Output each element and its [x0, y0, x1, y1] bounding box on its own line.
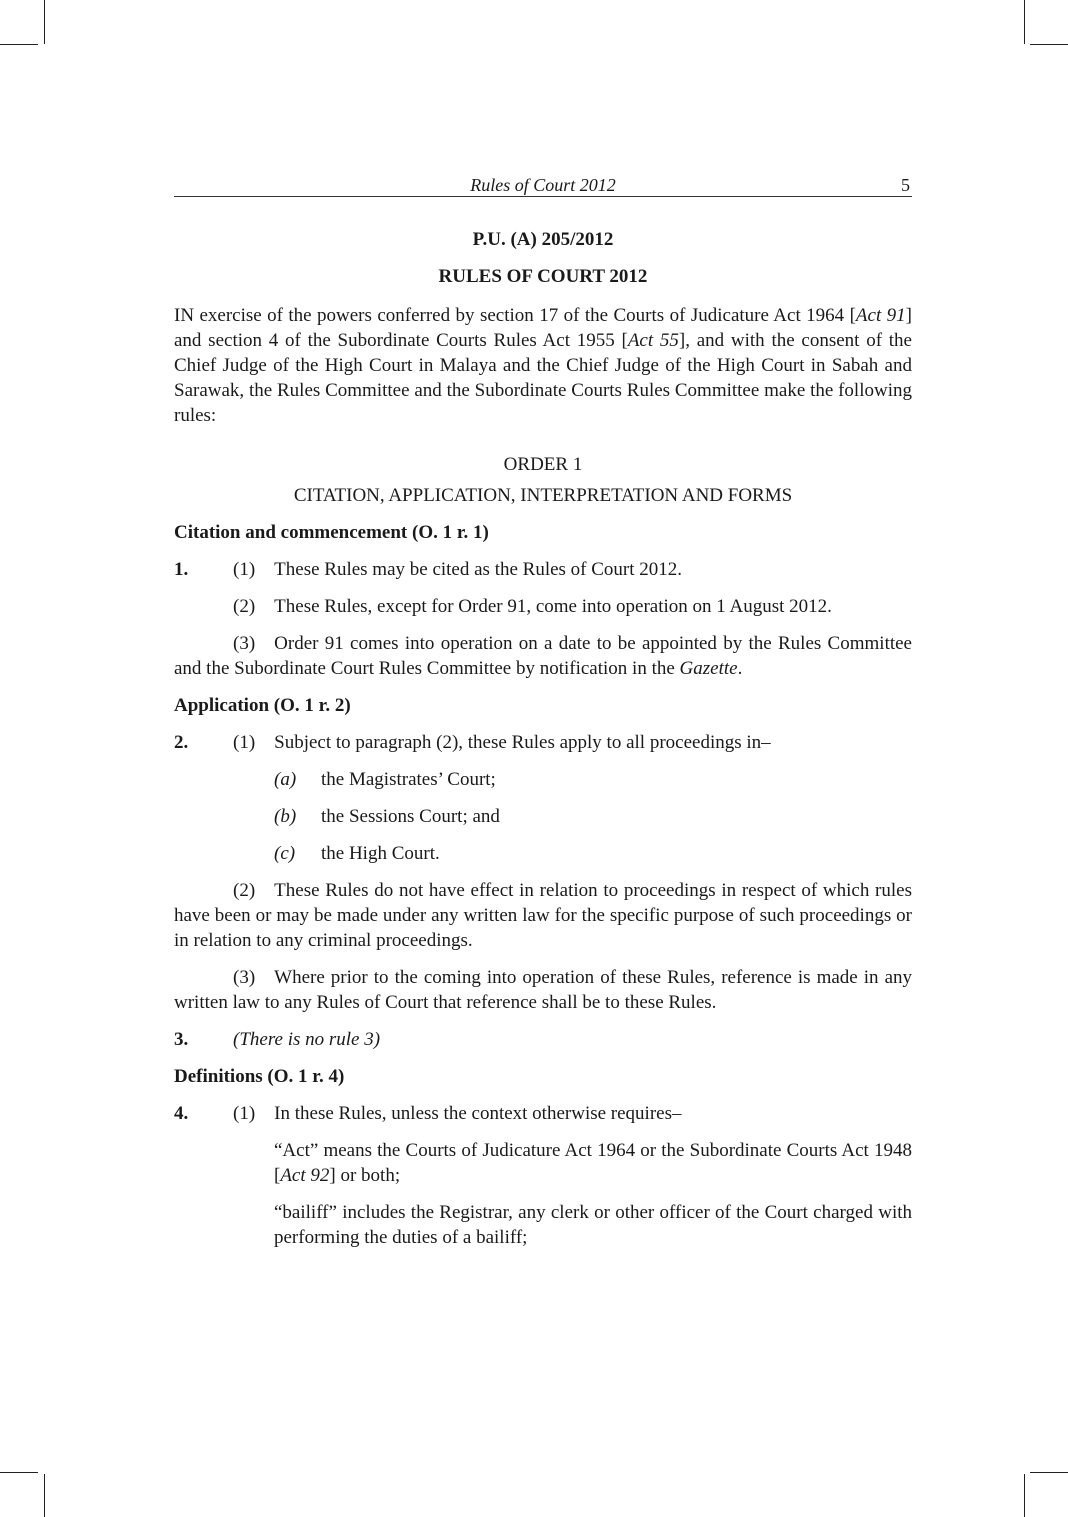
list-item [274, 841, 912, 866]
rule-3-text: (There is no rule 3) [233, 1029, 381, 1050]
page-number: 5 [901, 175, 910, 195]
rule-4-heading: Definitions (O. 1 r. 4) [174, 1066, 345, 1087]
running-head [174, 168, 912, 197]
rule-1-para-3-text: (3) Order 91 comes into operation on a date to be appointed by the Rules Committee and the Subordinate Court Rules Committee by notification in the [174, 633, 912, 679]
crop-mark [1024, 0, 1025, 44]
rule-2-para-1-text: (1) Subject to paragraph (2), these Rules apply to all proceedings in– [233, 732, 771, 753]
rule-1-heading: Citation and commencement (O. 1 r. 1) [174, 522, 489, 543]
running-head-title: Rules of Court 2012 [470, 175, 616, 195]
definition-act [274, 1138, 912, 1188]
definition-act-text-2: ] or both; [329, 1165, 401, 1186]
rule-2-para-2: (2) These Rules do not have effect in relation to proceedings in respect of which rules have been or may be made under any written law for the specific purpose of such proceedings or in relation to any criminal proceedings. [174, 880, 912, 951]
rule-1-para-2 [174, 594, 912, 619]
pu-number: P.U. (A) 205/2012 [472, 229, 614, 250]
preamble-text-1: IN exercise of the powers conferred by section 17 of the Courts of Judicature Act 1964 [ [174, 305, 856, 326]
list-item [274, 804, 912, 829]
list-item-text: the Magistrates’ Court; [321, 769, 496, 790]
definition-act-text-1: “Act” means the Courts of Judicature Act 1964 or the Subordinate Courts Act 1948 [ [274, 1140, 912, 1186]
list-item-label: (c) [274, 843, 296, 864]
preamble-text-2: ] and section 4 of the Subordinate Courts Rules Act 1955 [ [174, 305, 912, 351]
crop-mark [44, 0, 45, 44]
definition-act-ref: Act 92 [280, 1165, 330, 1186]
crop-mark [1024, 1474, 1025, 1517]
crop-mark [1030, 1472, 1068, 1473]
rule-1-para-3-end: . [737, 658, 743, 679]
rule-3 [174, 1027, 912, 1052]
preamble-act-ref-1: Act 91 [855, 305, 906, 326]
page-body [174, 168, 912, 1250]
rule-2-number: 2. [174, 732, 189, 753]
rule-1-para-1-text: (1) These Rules may be cited as the Rules of Court 2012. [233, 559, 683, 580]
rule-2-para-3: (3) Where prior to the coming into operation of these Rules, reference is made in any written law to any Rules of Court that reference shall be to these Rules. [174, 967, 912, 1013]
list-item-text: the Sessions Court; and [321, 806, 500, 827]
rule-1-para-3 [174, 631, 912, 681]
list-item-label: (b) [274, 806, 297, 827]
rule-4-para-1 [174, 1101, 912, 1126]
rule-1-para-2-text: (2) These Rules, except for Order 91, come into operation on 1 August 2012. [233, 596, 832, 617]
crop-mark [44, 1474, 45, 1517]
preamble [174, 303, 912, 428]
crop-mark [0, 1472, 38, 1473]
order-subtitle: CITATION, APPLICATION, INTERPRETATION AND FORMS [293, 485, 793, 506]
rule-4-number: 4. [174, 1103, 189, 1124]
rule-4-para-1-text: (1) In these Rules, unless the context otherwise requires– [233, 1103, 682, 1124]
definition-bailiff: “bailiff” includes the Registrar, any clerk or other officer of the Court charged with performing the duties of a bailiff; [274, 1202, 912, 1248]
order-title: ORDER 1 [503, 454, 583, 475]
rule-1-para-1 [174, 557, 912, 582]
list-item-label: (a) [274, 769, 297, 790]
rule-2-heading: Application (O. 1 r. 2) [174, 695, 351, 716]
list-item [274, 767, 912, 792]
gazette-word: Gazette [679, 658, 738, 679]
document-title: RULES OF COURT 2012 [438, 266, 648, 287]
crop-mark [0, 44, 38, 45]
rule-3-number: 3. [174, 1029, 189, 1050]
rule-1-number: 1. [174, 559, 189, 580]
preamble-text-3: ], and with the consent of the Chief Judge of the High Court in Malaya and the Chief Judge of the High Court in Sabah and Sarawak, the Rules Committee and the Subordinate Courts Rules Committee make the following rules: [174, 330, 912, 426]
list-item-text: the High Court. [321, 843, 440, 864]
crop-mark [1030, 44, 1068, 45]
rule-2-para-1 [174, 730, 912, 755]
preamble-act-ref-2: Act 55 [627, 330, 679, 351]
